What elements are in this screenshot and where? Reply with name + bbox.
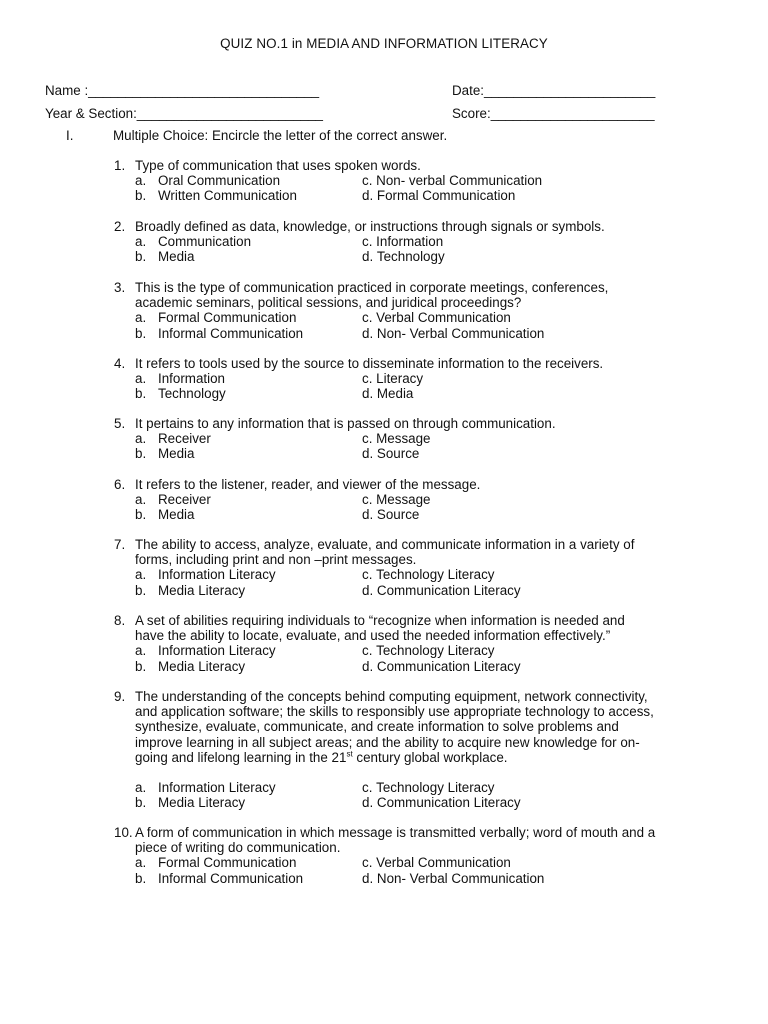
option-letter: d. xyxy=(362,325,374,341)
options xyxy=(135,310,734,340)
question-1 xyxy=(114,158,734,204)
question-10 xyxy=(114,825,734,886)
option-text: Source xyxy=(376,507,420,523)
option-text: Communication Literacy xyxy=(376,795,521,811)
option-d[interactable] xyxy=(362,871,544,886)
option-text: Formal Communication xyxy=(158,310,297,326)
score-field: Score:______________________ xyxy=(452,106,655,121)
option-text: Informal Communication xyxy=(158,325,304,341)
option-d[interactable] xyxy=(362,795,521,810)
name-field: Name :_______________________________ xyxy=(45,83,320,98)
question-number: 7. xyxy=(114,537,126,552)
option-text: Media xyxy=(376,386,414,402)
option-b[interactable] xyxy=(135,326,362,341)
option-text: Information Literacy xyxy=(158,567,276,583)
option-letter: b. xyxy=(135,325,147,341)
question-number: 8. xyxy=(114,613,126,628)
date-field: Date:_______________________ xyxy=(452,83,656,98)
options xyxy=(135,173,734,203)
options xyxy=(135,780,734,810)
option-a[interactable] xyxy=(135,234,362,249)
option-letter: b. xyxy=(135,249,147,265)
option-text: Information Literacy xyxy=(158,643,276,659)
section-heading xyxy=(66,128,447,143)
option-text: Oral Communication xyxy=(158,173,281,189)
option-letter: a. xyxy=(135,173,147,189)
option-letter: d. xyxy=(362,795,374,811)
question-text: It refers to the listener, reader, and viewer of the message. xyxy=(135,477,481,492)
question-number: 4. xyxy=(114,356,126,371)
option-text: Technology xyxy=(376,249,445,265)
question-number: 9. xyxy=(114,689,126,704)
option-a[interactable] xyxy=(135,173,362,188)
option-a[interactable] xyxy=(135,310,362,325)
option-d[interactable] xyxy=(362,386,413,401)
option-text: Media xyxy=(158,507,195,523)
option-b[interactable] xyxy=(135,446,362,461)
option-text: Receiver xyxy=(158,431,211,447)
option-letter: a. xyxy=(135,371,147,387)
options xyxy=(135,855,734,885)
option-letter: c. xyxy=(362,173,373,189)
option-d[interactable] xyxy=(362,446,419,461)
option-letter: b. xyxy=(135,582,147,598)
option-letter: b. xyxy=(135,795,147,811)
option-text: Technology xyxy=(158,386,226,402)
options xyxy=(135,431,734,461)
option-text: Verbal Communication xyxy=(376,310,511,326)
option-text: Message xyxy=(376,431,431,447)
option-letter: d. xyxy=(362,582,374,598)
option-letter: a. xyxy=(135,780,147,796)
option-letter: d. xyxy=(362,870,374,886)
question-3 xyxy=(114,280,734,341)
option-letter: d. xyxy=(362,249,374,265)
question-text: This is the type of communication practiced in corporate meetings, conferences, academic seminars, political sessions, and juridical proceedings? xyxy=(135,280,609,311)
question-text: The ability to access, analyze, evaluate, and communicate information in a variety of forms, including print and non –print messages. xyxy=(135,537,635,568)
option-letter: b. xyxy=(135,446,147,462)
question-7 xyxy=(114,537,734,598)
option-letter: a. xyxy=(135,431,147,447)
option-letter: d. xyxy=(362,446,374,462)
option-c[interactable] xyxy=(362,234,443,249)
question-text xyxy=(135,689,734,765)
option-text: Technology Literacy xyxy=(376,780,495,796)
question-9 xyxy=(114,689,734,810)
option-text: Message xyxy=(376,492,431,508)
option-letter: a. xyxy=(135,643,147,659)
option-text: Receiver xyxy=(158,492,211,508)
question-text: Broadly defined as data, knowledge, or instructions through signals or symbols. xyxy=(135,219,605,234)
quiz-title: QUIZ NO.1 in MEDIA AND INFORMATION LITERACY xyxy=(220,36,548,51)
option-letter: b. xyxy=(135,386,147,402)
question-text: Type of communication that uses spoken words. xyxy=(135,158,421,173)
option-c[interactable] xyxy=(362,371,423,386)
question-text: It refers to tools used by the source to disseminate information to the receivers. xyxy=(135,356,604,371)
option-b[interactable] xyxy=(135,659,362,674)
option-a[interactable] xyxy=(135,780,362,795)
option-letter: c. xyxy=(362,234,373,250)
option-text: Media xyxy=(158,446,195,462)
option-b[interactable] xyxy=(135,795,362,810)
option-text: Media Literacy xyxy=(158,582,246,598)
ordinal-superscript: st xyxy=(346,749,353,759)
option-d[interactable] xyxy=(362,583,521,598)
question-text-tail: century global workplace. xyxy=(352,749,508,765)
option-text: Technology Literacy xyxy=(376,643,495,659)
option-c[interactable] xyxy=(362,855,511,870)
option-text: Written Communication xyxy=(158,188,297,204)
option-d[interactable] xyxy=(362,249,445,264)
option-d[interactable] xyxy=(362,188,515,203)
option-a[interactable] xyxy=(135,855,362,870)
option-letter: c. xyxy=(362,855,373,871)
option-b[interactable] xyxy=(135,871,362,886)
option-letter: b. xyxy=(135,507,147,523)
option-letter: c. xyxy=(362,780,373,796)
option-text: Non- verbal Communication xyxy=(376,173,543,189)
option-letter: a. xyxy=(135,310,147,326)
option-text: Media Literacy xyxy=(158,658,246,674)
option-text: Communication xyxy=(158,234,252,250)
option-text: Technology Literacy xyxy=(376,567,495,583)
option-text: Information xyxy=(158,371,225,387)
option-letter: c. xyxy=(362,492,373,508)
option-text: Communication Literacy xyxy=(376,582,521,598)
question-number: 6. xyxy=(114,477,126,492)
option-letter: c. xyxy=(362,310,373,326)
option-a[interactable] xyxy=(135,492,362,507)
option-b[interactable] xyxy=(135,249,362,264)
option-text: Verbal Communication xyxy=(376,855,511,871)
option-text: Source xyxy=(376,446,420,462)
option-letter: d. xyxy=(362,658,374,674)
option-text: Formal Communication xyxy=(376,188,516,204)
question-text: It pertains to any information that is passed on through communication. xyxy=(135,416,556,431)
option-d[interactable] xyxy=(362,507,419,522)
option-c[interactable] xyxy=(362,310,511,325)
option-text: Media xyxy=(158,249,195,265)
options xyxy=(135,643,734,673)
option-text: Non- Verbal Communication xyxy=(376,325,545,341)
option-letter: d. xyxy=(362,188,374,204)
option-letter: a. xyxy=(135,234,147,250)
option-b[interactable] xyxy=(135,583,362,598)
question-5 xyxy=(114,416,734,462)
option-c[interactable] xyxy=(362,643,495,658)
option-letter: c. xyxy=(362,567,373,583)
option-b[interactable] xyxy=(135,507,362,522)
option-letter: a. xyxy=(135,855,147,871)
option-b[interactable] xyxy=(135,188,362,203)
option-text: Informal Communication xyxy=(158,870,304,886)
option-d[interactable] xyxy=(362,659,521,674)
options xyxy=(135,492,734,522)
option-text: Formal Communication xyxy=(158,855,297,871)
option-letter: b. xyxy=(135,188,147,204)
option-c[interactable] xyxy=(362,431,431,446)
option-letter: a. xyxy=(135,492,147,508)
option-a[interactable] xyxy=(135,431,362,446)
section-number: I. xyxy=(66,128,74,143)
options xyxy=(135,371,734,401)
option-letter: c. xyxy=(362,431,373,447)
option-c[interactable] xyxy=(362,492,431,507)
option-text: Media Literacy xyxy=(158,795,246,811)
option-letter: a. xyxy=(135,567,147,583)
option-text: Literacy xyxy=(376,371,424,387)
option-letter: c. xyxy=(362,643,373,659)
option-a[interactable] xyxy=(135,643,362,658)
option-a[interactable] xyxy=(135,371,362,386)
question-number: 2. xyxy=(114,219,126,234)
option-a[interactable] xyxy=(135,567,362,582)
option-text: Information Literacy xyxy=(158,780,276,796)
option-letter: d. xyxy=(362,386,374,402)
option-b[interactable] xyxy=(135,386,362,401)
options xyxy=(135,234,734,264)
question-text: A form of communication in which message is transmitted verbally; word of mouth and a piece of writing do communication. xyxy=(135,825,656,856)
option-d[interactable] xyxy=(362,326,544,341)
option-c[interactable] xyxy=(362,567,495,582)
question-number: 1. xyxy=(114,158,126,173)
option-letter: c. xyxy=(362,371,373,387)
question-8 xyxy=(114,613,734,674)
year-section-field: Year & Section:_________________________ xyxy=(45,106,323,121)
option-text: Communication Literacy xyxy=(376,658,521,674)
question-number: 10. xyxy=(114,825,133,840)
question-number: 3. xyxy=(114,280,126,295)
question-2 xyxy=(114,219,734,265)
option-text: Information xyxy=(376,234,444,250)
option-letter: d. xyxy=(362,507,374,523)
option-text: Non- Verbal Communication xyxy=(376,870,545,886)
option-letter: b. xyxy=(135,658,147,674)
section-instruction: Multiple Choice: Encircle the letter of the correct answer. xyxy=(113,128,448,143)
option-c[interactable] xyxy=(362,780,495,795)
options xyxy=(135,567,734,597)
question-number: 5. xyxy=(114,416,126,431)
question-text-main: The understanding of the concepts behind computing equipment, network connectivity, and application software; the skills to responsibly use appropriate technology to access, synthesize, evaluate, communicate, and create information to solve problems and improve learning in all subject areas; and the ability to acquire new knowledge for on- going and lifelong learning in the 21 xyxy=(135,689,654,765)
question-4 xyxy=(114,356,734,402)
option-letter: b. xyxy=(135,870,147,886)
question-6 xyxy=(114,477,734,523)
option-c[interactable] xyxy=(362,173,542,188)
question-text: A set of abilities requiring individuals to “recognize when information is needed and have the ability to locate, evaluate, and used the needed information effectively.” xyxy=(135,613,625,644)
